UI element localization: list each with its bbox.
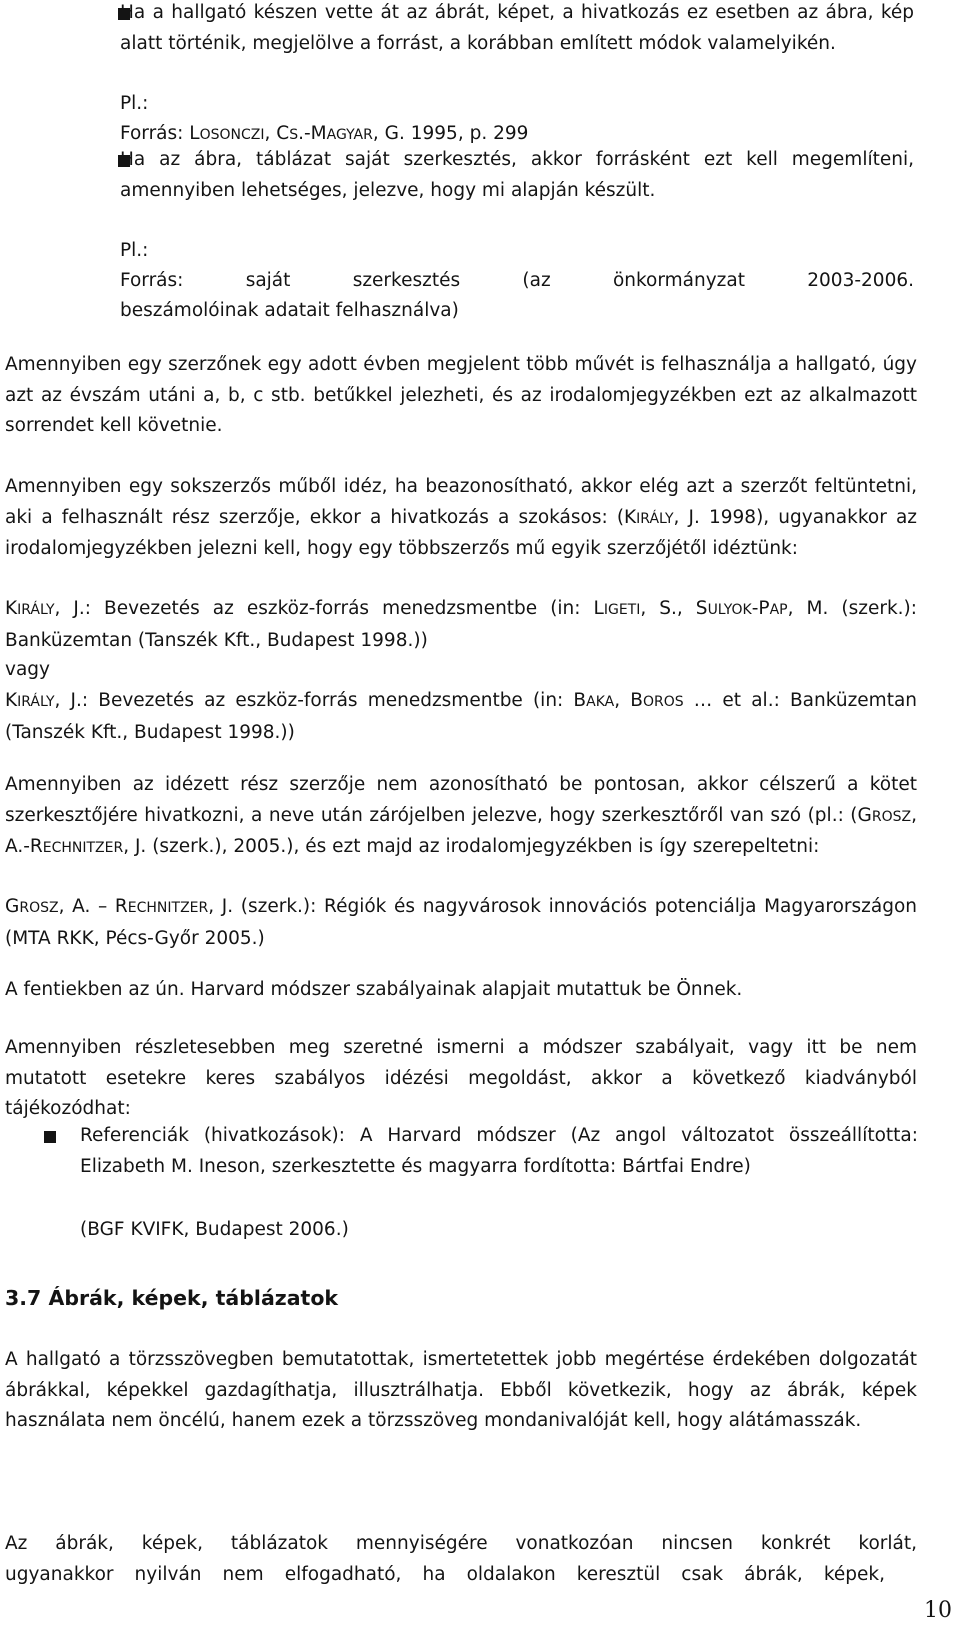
source-example-line2: beszámolóinak adatait felhasználva) — [120, 300, 459, 321]
section-heading: 3.7 Ábrák, képek, táblázatok — [5, 1286, 339, 1310]
example-label: Pl.: — [120, 93, 149, 114]
paragraph-multiple-works: Amennyiben egy szerzőnek egy adott évben megjelent több művét is felhasználja a hallgató, úgy azt az évszám utáni a, b, c stb. betűkkel jelezheti, és az irodalomjegyzékben ezt az alkalmazott sorrendet kell követnie. — [5, 354, 917, 436]
reference-example-3: GROSZ, A. – RECHNITZER, J. (szerk.): Régiók és nagyvárosok innovációs potenciálja Magyarországon (MTA RKK, Pécs-Győr 2005.) — [5, 896, 917, 949]
page-number: 10 — [924, 1598, 952, 1623]
paragraph-amount-line1: Az ábrák, képek, táblázatok mennyiségére vonatkozóan nincsen konkrét korlát, — [5, 1533, 917, 1554]
bullet-item-ready-figure: Ha a hallgató készen vette át az ábrát, képet, a hivatkozás ez esetben az ábra, kép alatt történik, megjelölve a forrást, a korábban említett módok valamelyikén. — [120, 2, 914, 54]
bullet-item-reference-book: Referenciák (hivatkozások): A Harvard módszer (Az angol változatot összeállította: Elizabeth M. Ineson, szerkesztette és magyarra fordította: Bártfai Endre) — [80, 1125, 918, 1177]
or-word: vagy — [5, 659, 50, 680]
bullet-marker — [44, 1131, 56, 1143]
publication-info: (BGF KVIFK, Budapest 2006.) — [80, 1219, 349, 1240]
reference-example-1: KIRÁLY, J.: Bevezetés az eszköz-forrás menedzsmentbe (in: LIGETI, S., SULYOK-PAP, M. (szerk.): Banküzemtan (Tanszék Kft., Budapest 1998.)) — [5, 598, 917, 651]
source-example: Forrás: LOSONCZI, CS.-MAGYAR, G. 1995, p. 299 — [120, 123, 529, 144]
paragraph-figures: A hallgató a törzsszövegben bemutatottak, ismertetettek jobb megértése érdekében dolgozatát ábrákkal, képekkel gazdagíthatja, illusztrálhatja. Ebből következik, hogy az ábrák, képek használata nem öncélú, hanem ezek a törzsszöveg mondanivalóját kell, hogy alátámasszák. — [5, 1349, 917, 1431]
paragraph-amount-line2: ugyanakkor nyilván nem elfogadható, ha oldalakon keresztül csak ábrák, képek, — [5, 1564, 885, 1585]
reference-example-2: KIRÁLY, J.: Bevezetés az eszköz-forrás menedzsmentbe (in: BAKA, BOROS … et al.: Banküzemtan (Tanszék Kft., Budapest 1998.)) — [5, 690, 918, 743]
paragraph-more-info: Amennyiben részletesebben meg szeretné ismerni a módszer szabályait, vagy itt be nem mutatott esetekre keres szabályos idézési megoldást, akkor a következő kiadványból tájékozódhat: — [5, 1037, 917, 1119]
source-example-line1: Forrás: saját szerkesztés (az önkormányzat 2003-2006. — [120, 270, 914, 291]
paragraph-multi-author: Amennyiben egy sokszerzős műből idéz, ha beazonosítható, akkor elég azt a szerzőt feltüntetni, aki a felhasznált rész szerzője, ekkor a hivatkozás a szokásos: (KIRÁLY, J. 1998), ugyanakkor az irodalomjegyzékben jelezni kell, hogy egy többszerzős mű egyik szerzőjétől idéztünk: — [5, 476, 917, 559]
paragraph-unknown-author: Amennyiben az idézett rész szerzője nem azonosítható be pontosan, akkor célszerű a kötet szerkesztőjére hivatkozni, a neve után zárójelben jelezve, hogy szerkesztőről van szó (pl.: (GROSZ, A.-RECHNITZER, J. (szerk.), 2005.), és ezt majd az irodalomjegyzékben is így szerepeltetni: — [5, 774, 917, 857]
paragraph-harvard: A fentiekben az ún. Harvard módszer szabályainak alapjait mutattuk be Önnek. — [5, 979, 743, 1000]
example-label: Pl.: — [120, 240, 149, 261]
bullet-item-own-figure: Ha az ábra, táblázat saját szerkesztés, akkor forrásként ezt kell megemlíteni, amennyiben lehetséges, jelezve, hogy mi alapján készült. — [120, 149, 914, 201]
